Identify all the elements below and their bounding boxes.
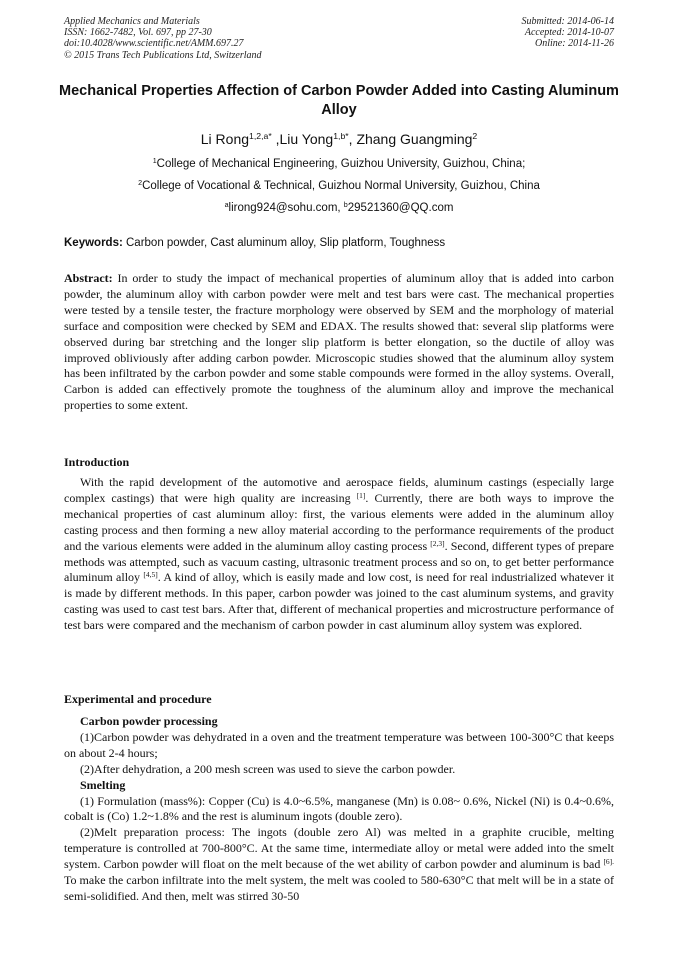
experimental-body: [64, 714, 614, 905]
citation[interactable]: [6].: [603, 857, 614, 867]
abstract-text: In order to study the impact of mechanical properties of aluminum alloy that is added into carbon powder, the aluminum alloy with carbon powder were melt and test bars were cast. The mechanical properties were tested by a tensile tester, the fracture morphology were observed by SEM and the morphology of material surface and composition were checked by SEM and EDAX. The results showed that: several slip platforms were observed during bar stretching and the longer slip platform is better elongation, so the ductile of alloy was improved obliviously after adding carbon powder. Microscopic studies showed that the aluminum alloy system has been infiltrated by the carbon powder and some stable compounds were formed in the alloy systems. Overall, Carbon is added can effectively promote the toughness of the aluminum alloy and improve the mechanical properties to some extent.: [64, 271, 614, 413]
author-separator: ,: [271, 131, 280, 147]
body-text: (2)Melt preparation process: The ingots (double zero Al) was melted in a graphite crucible, melting temperature is controlled at 700-800°C. At the same time, intermediate alloy or metal were added into the smelt system. Carbon powder will float on the melt because of the wet ability of carbon powder and aluminum is bad: [64, 825, 614, 872]
subsection-heading: Smelting: [80, 777, 126, 792]
paragraph: [64, 825, 614, 905]
body-text: With the rapid development of the automotive and aerospace fields, aluminum castings (especially large complex castings) that were high quality are increasing: [64, 475, 614, 505]
citation[interactable]: [4,5]: [143, 570, 158, 580]
author-name: Zhang Guangming: [356, 131, 473, 147]
experimental-heading: Experimental and procedure: [64, 692, 212, 706]
copyright-line: © 2015 Trans Tech Publications Ltd, Switzerland: [64, 49, 262, 61]
keywords-label: Keywords:: [64, 237, 123, 249]
email-superscript: a: [224, 201, 229, 210]
affiliation-text: College of Vocational & Technical, Guizhou Normal University, Guizhou, China: [142, 180, 540, 192]
body-text: . Second, different types of prepare methods was attempted, such as vacuum casting, ultrasonic treatment process and so on, to get better performance aluminum alloy: [64, 538, 614, 585]
author-superscript: 1,b*: [333, 131, 349, 142]
body-text: To make the carbon infiltrate into the melt system, the melt was cooled to 580-630°C that melt will be in a state of semi-solidified. And then, melt was stirred 30-50: [64, 873, 614, 903]
online-date: Online: 2014-11-26: [535, 38, 614, 50]
subsection-heading: Carbon powder processing: [80, 714, 218, 728]
affiliation-2: [0, 179, 678, 193]
affiliation-superscript: 2: [138, 179, 143, 188]
affiliation-text: College of Mechanical Engineering, Guizhou University, Guizhou, China;: [156, 158, 526, 170]
paragraph: (1)Carbon powder was dehydrated in a oven and the treatment temperature was between 100-300°C that keeps on about 2-4 hours;: [64, 729, 614, 760]
author-emails: [0, 201, 678, 215]
issn-line: ISSN: 1662-7482, Vol. 697, pp 27-30: [64, 27, 212, 39]
introduction-heading: Introduction: [64, 455, 130, 469]
citation[interactable]: [2,3]: [430, 538, 445, 548]
author-superscript: 1,2,a*: [249, 131, 272, 142]
affiliation-superscript: 1: [152, 157, 157, 166]
doi-line: doi:10.4028/www.scientific.net/AMM.697.27: [64, 38, 244, 50]
abstract-label: Abstract:: [64, 271, 113, 285]
introduction-paragraph: [64, 475, 614, 634]
author-list: [0, 130, 678, 148]
affiliation-1: [0, 157, 678, 171]
author-separator: ,: [348, 131, 357, 147]
publication-dates: [522, 16, 615, 50]
publication-info: [64, 16, 262, 61]
submitted-date: Submitted: 2014-06-14: [521, 16, 614, 27]
paper-title: Mechanical Properties Affection of Carbon Powder Added into Casting Aluminum Alloy: [59, 83, 619, 118]
introduction-body: [64, 475, 614, 634]
email-link[interactable]: lirong924@sohu.com,: [228, 202, 344, 214]
abstract: [64, 271, 614, 414]
email-link[interactable]: 29521360@QQ.com: [347, 202, 454, 214]
author-name: Liu Yong: [279, 131, 334, 147]
author-name: Li Rong: [200, 131, 250, 147]
keywords: [64, 236, 619, 250]
keywords-text: Carbon powder, Cast aluminum alloy, Slip platform, Toughness: [122, 237, 446, 249]
paragraph: (2)After dehydration, a 200 mesh screen was used to sieve the carbon powder.: [80, 761, 456, 776]
accepted-date: Accepted: 2014-10-07: [524, 27, 614, 39]
body-text: . Currently, there are both ways to improve the mechanical properties of cast aluminum alloy: first, the various elements were added in the aluminum alloy casting process and then forming a new alloy material according to the performance requirements of the product and the various elements were added in the aluminum alloy casting process: [64, 490, 614, 553]
journal-name: Applied Mechanics and Materials: [64, 16, 200, 27]
paragraph: (1) Formulation (mass%): Copper (Cu) is 4.0~6.5%, manganese (Mn) is 0.08~ 0.6%, Nickel (Ni) is 0.4~0.6%, cobalt is (Co) 1.2~1.8% and the rest is aluminum ingots (double zero).: [64, 793, 614, 824]
email-superscript: b: [343, 201, 348, 210]
author-superscript: 2: [472, 131, 478, 142]
citation[interactable]: [1]: [356, 490, 366, 500]
body-text: . A kind of alloy, which is easily made and low cost, is need for real industrialized whatever it is made by different methods. In this paper, carbon powder was joined to the cast aluminum systems, and gravity casting was used to cast test bars. After that, different of mechanical properties and microstructure performance of test bars were compared and the mechanism of carbon powder in cast aluminum alloy system was explored.: [64, 570, 615, 633]
